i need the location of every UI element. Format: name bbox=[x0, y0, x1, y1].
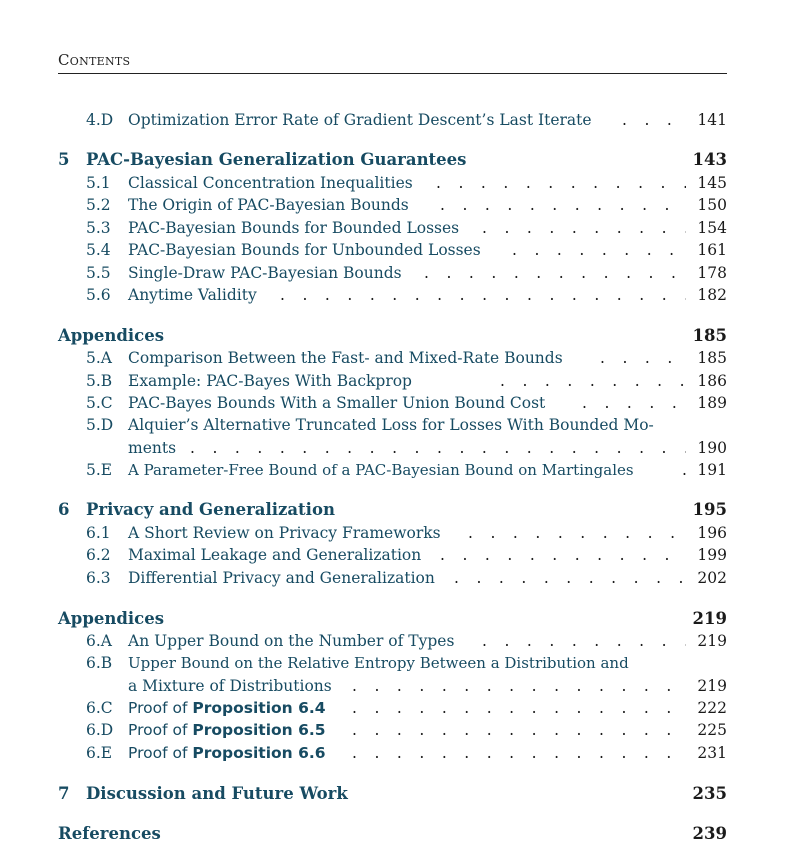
page-number: 219 bbox=[692, 609, 727, 628]
dot-leader bbox=[190, 437, 686, 459]
toc-entry-5-d-cont[interactable] bbox=[0, 437, 789, 459]
proposition-ref[interactable]: Proposition 6.5 bbox=[192, 721, 326, 739]
chapter-title[interactable]: Privacy and Generalization bbox=[86, 500, 335, 519]
section-title[interactable]: Example: PAC-Bayes With Backprop bbox=[128, 372, 412, 390]
dot-leader bbox=[582, 392, 686, 414]
section-number: 5.D bbox=[86, 416, 114, 434]
page-number: 143 bbox=[692, 150, 727, 169]
toc-entry-5-1[interactable] bbox=[0, 172, 789, 194]
toc-entry-6-a[interactable] bbox=[0, 630, 789, 652]
proof-prefix: Proof of bbox=[128, 744, 188, 762]
page-number: 185 bbox=[697, 349, 727, 367]
page-number: 189 bbox=[697, 394, 727, 412]
toc-entry-5-e[interactable] bbox=[0, 459, 789, 481]
section-number: 5.2 bbox=[86, 196, 111, 214]
toc-entry-5-a[interactable] bbox=[0, 347, 789, 369]
section-number: 5.5 bbox=[86, 264, 111, 282]
section-number: 5.A bbox=[86, 349, 112, 367]
section-number: 5.C bbox=[86, 394, 113, 412]
appendices-title[interactable]: Appendices bbox=[58, 609, 165, 628]
page-number: 239 bbox=[692, 824, 727, 843]
toc-chapter-5[interactable] bbox=[0, 149, 789, 171]
toc-entry-6-b-cont[interactable] bbox=[0, 675, 789, 697]
section-title[interactable]: Single-Draw PAC-Bayesian Bounds bbox=[128, 264, 402, 282]
section-number: 5.3 bbox=[86, 219, 111, 237]
section-title[interactable]: PAC-Bayesian Bounds for Unbounded Losses bbox=[128, 241, 481, 259]
toc-appendices-5[interactable] bbox=[0, 325, 789, 347]
dot-leader bbox=[468, 522, 686, 544]
page-number: 186 bbox=[697, 372, 727, 390]
dot-leader bbox=[352, 719, 686, 741]
page-number: 219 bbox=[697, 677, 727, 695]
proposition-ref[interactable]: Proposition 6.6 bbox=[192, 744, 326, 762]
proposition-ref[interactable]: Proposition 6.4 bbox=[192, 699, 326, 717]
references-title[interactable]: References bbox=[58, 824, 161, 843]
section-title[interactable]: PAC-Bayes Bounds With a Smaller Union Bound Cost bbox=[128, 394, 546, 412]
page-number: 154 bbox=[697, 219, 727, 237]
dot-leader bbox=[500, 370, 686, 392]
dot-leader bbox=[622, 109, 686, 131]
dot-leader bbox=[352, 742, 686, 764]
chapter-title[interactable]: Discussion and Future Work bbox=[86, 784, 348, 803]
section-title[interactable] bbox=[128, 719, 326, 741]
section-number: 6.B bbox=[86, 654, 113, 672]
section-title-line1[interactable]: Alquier’s Alternative Truncated Loss for Losses With Bounded Mo- bbox=[128, 416, 654, 434]
chapter-number: 5 bbox=[58, 150, 70, 169]
section-title[interactable]: Anytime Validity bbox=[128, 286, 257, 304]
page-number: 202 bbox=[697, 569, 727, 587]
chapter-title[interactable]: PAC-Bayesian Generalization Guarantees bbox=[86, 150, 467, 169]
toc-chapter-6[interactable] bbox=[0, 499, 789, 521]
page-number: 225 bbox=[697, 721, 727, 739]
section-number: 6.D bbox=[86, 721, 114, 739]
dot-leader bbox=[352, 675, 686, 697]
chapter-number: 7 bbox=[58, 784, 70, 803]
section-number: 6.C bbox=[86, 699, 113, 717]
proof-prefix: Proof of bbox=[128, 721, 188, 739]
toc-entry-5-c[interactable] bbox=[0, 392, 789, 414]
section-number: 6.3 bbox=[86, 569, 111, 587]
toc-entry-5-6[interactable] bbox=[0, 284, 789, 306]
header-title: Contents bbox=[58, 51, 131, 69]
section-number: 5.4 bbox=[86, 241, 111, 259]
section-number: 5.B bbox=[86, 372, 113, 390]
toc-entry-6-2[interactable] bbox=[0, 544, 789, 566]
section-title-line1[interactable]: Upper Bound on the Relative Entropy Between a Distribution and bbox=[128, 654, 629, 672]
section-title[interactable]: An Upper Bound on the Number of Types bbox=[128, 632, 455, 650]
toc-chapter-7[interactable] bbox=[0, 783, 789, 805]
section-title[interactable]: Comparison Between the Fast- and Mixed-Rate Bounds bbox=[128, 349, 563, 367]
toc-entry-6-1[interactable] bbox=[0, 522, 789, 544]
page-number: 219 bbox=[697, 632, 727, 650]
toc-entry-5-5[interactable] bbox=[0, 262, 789, 284]
page-number: 195 bbox=[692, 500, 727, 519]
section-title[interactable]: Maximal Leakage and Generalization bbox=[128, 546, 422, 564]
section-title[interactable]: Classical Concentration Inequalities bbox=[128, 174, 413, 192]
chapter-number: 6 bbox=[58, 500, 70, 519]
toc-entry-6-d[interactable] bbox=[0, 719, 789, 741]
proof-prefix: Proof of bbox=[128, 699, 188, 717]
toc-entry-5-3[interactable] bbox=[0, 217, 789, 239]
section-title-line2[interactable]: a Mixture of Distributions bbox=[128, 677, 332, 695]
dot-leader bbox=[482, 217, 686, 239]
toc-entry-5-2[interactable] bbox=[0, 194, 789, 216]
section-title[interactable]: PAC-Bayesian Bounds for Bounded Losses bbox=[128, 219, 460, 237]
page-number: 141 bbox=[697, 111, 727, 129]
dot-leader bbox=[280, 284, 686, 306]
toc-appendices-6[interactable] bbox=[0, 608, 789, 630]
page-number: 185 bbox=[692, 326, 727, 345]
dot-leader bbox=[600, 347, 686, 369]
dot-leader bbox=[512, 239, 686, 261]
section-number: 6.E bbox=[86, 744, 113, 762]
page-number: 231 bbox=[697, 744, 727, 762]
toc-entry-4d[interactable] bbox=[0, 109, 789, 131]
section-title[interactable] bbox=[128, 697, 326, 719]
dot-leader bbox=[440, 544, 686, 566]
section-title[interactable]: A Short Review on Privacy Frameworks bbox=[128, 524, 441, 542]
dot-leader bbox=[440, 194, 686, 216]
appendices-title[interactable]: Appendices bbox=[58, 326, 165, 345]
section-number: 6.1 bbox=[86, 524, 111, 542]
page-number: 191 bbox=[697, 461, 727, 479]
section-title[interactable]: Differential Privacy and Generalization bbox=[128, 569, 435, 587]
page-number: 150 bbox=[697, 196, 727, 214]
section-title[interactable]: The Origin of PAC-Bayesian Bounds bbox=[128, 196, 409, 214]
toc-entry-5-d[interactable] bbox=[0, 414, 789, 436]
page-number: 161 bbox=[697, 241, 727, 259]
page-number: 145 bbox=[697, 174, 727, 192]
section-title-line2[interactable]: ments bbox=[128, 439, 177, 457]
toc-entry-5-b[interactable] bbox=[0, 370, 789, 392]
dot-leader bbox=[454, 567, 686, 589]
dot-leader bbox=[352, 697, 686, 719]
page-number: 190 bbox=[697, 439, 727, 457]
section-number: 5.E bbox=[86, 461, 113, 479]
section-title[interactable]: Optimization Error Rate of Gradient Descent’s Last Iterate bbox=[128, 111, 592, 129]
section-number: 5.1 bbox=[86, 174, 111, 192]
section-number: 5.6 bbox=[86, 286, 111, 304]
page-number: 222 bbox=[697, 699, 727, 717]
toc-entry-6-c[interactable] bbox=[0, 697, 789, 719]
section-number: 6.2 bbox=[86, 546, 111, 564]
section-title[interactable] bbox=[128, 742, 326, 764]
section-number: 6.A bbox=[86, 632, 112, 650]
dot-leader bbox=[436, 172, 686, 194]
toc-entry-5-4[interactable] bbox=[0, 239, 789, 261]
page-number: 182 bbox=[697, 286, 727, 304]
page-number: 196 bbox=[697, 524, 727, 542]
dot-leader bbox=[482, 630, 686, 652]
dot-leader bbox=[424, 262, 686, 284]
dot-leader bbox=[682, 459, 690, 481]
running-header bbox=[58, 49, 727, 74]
toc-references[interactable] bbox=[0, 823, 789, 845]
section-number: 4.D bbox=[86, 111, 114, 129]
toc-entry-6-3[interactable] bbox=[0, 567, 789, 589]
page-number: 178 bbox=[697, 264, 727, 282]
section-title[interactable]: A Parameter-Free Bound of a PAC-Bayesian Bound on Martingales bbox=[128, 461, 634, 479]
toc-entry-6-e[interactable] bbox=[0, 742, 789, 764]
page-number: 199 bbox=[697, 546, 727, 564]
page-number: 235 bbox=[692, 784, 727, 803]
toc-entry-6-b[interactable] bbox=[0, 652, 789, 674]
